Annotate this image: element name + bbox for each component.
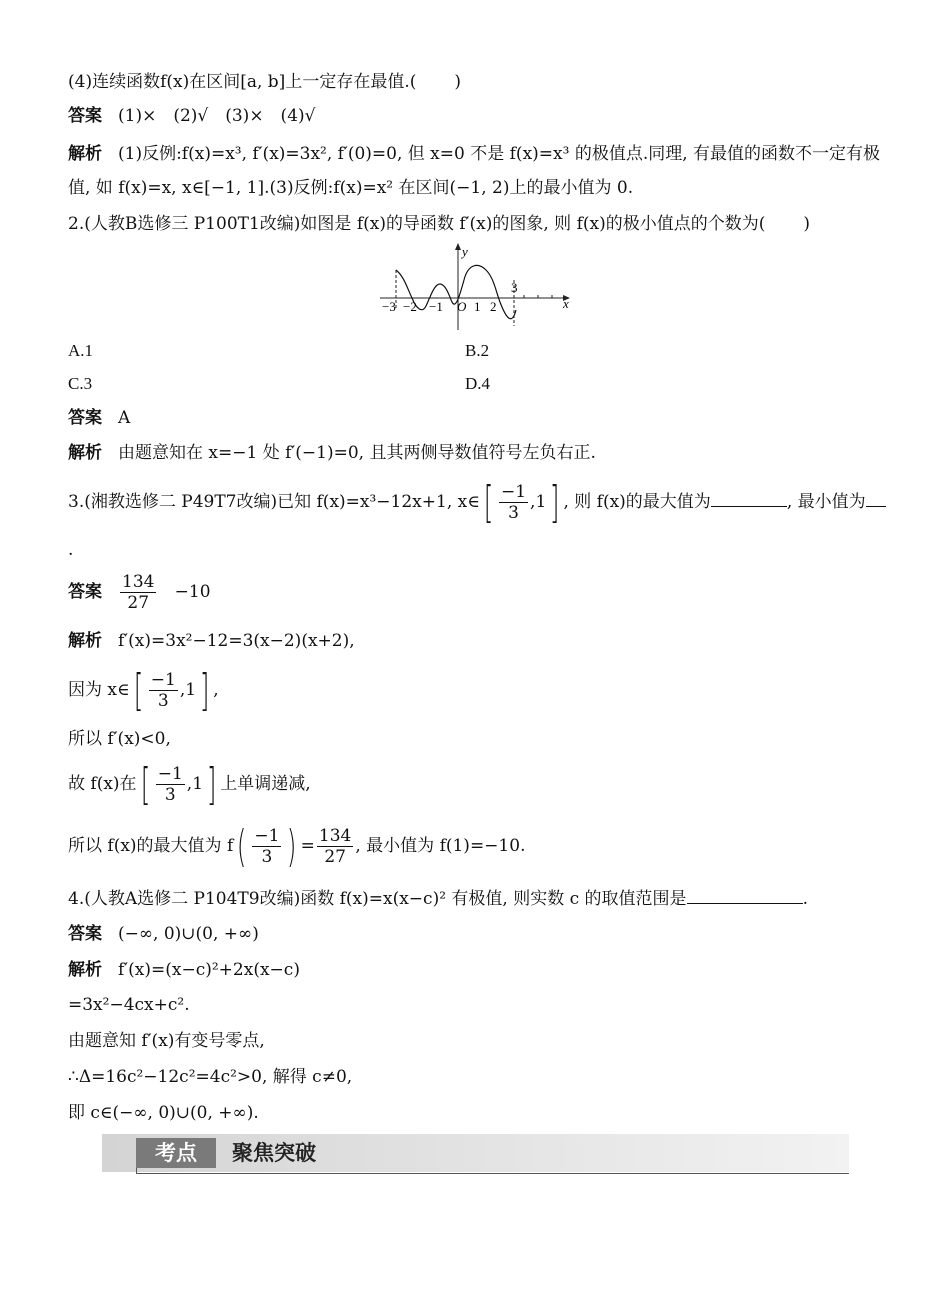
- interval-end: ,1: [186, 774, 204, 794]
- q1-analysis-line1: [68, 143, 880, 165]
- option-b[interactable]: B.2: [465, 341, 490, 360]
- q3-analysis-line3: 所以 f′(x)<0,: [68, 729, 171, 749]
- q3-stem-period: .: [68, 540, 74, 560]
- frac-den: 3: [157, 691, 169, 711]
- q4-period: .: [802, 889, 808, 909]
- option-d[interactable]: D.4: [465, 374, 491, 393]
- answer-label: 答案: [68, 408, 102, 428]
- frac-den: 3: [164, 785, 176, 805]
- left-bracket: [: [133, 664, 143, 716]
- right-bracket: ]: [199, 664, 210, 716]
- analysis-label: 解析: [68, 443, 102, 463]
- q3-line5-a: 所以 f(x)的最大值为 f: [68, 836, 234, 856]
- frac-num: 134: [318, 826, 352, 846]
- frac-den: 3: [261, 847, 273, 867]
- frac-den: 3: [508, 503, 519, 523]
- q3-stem-b: , 则 f(x)的最大值为: [563, 492, 711, 512]
- min-blank[interactable]: [866, 490, 886, 507]
- option-a[interactable]: A.1: [68, 341, 94, 360]
- frac-den: 27: [127, 593, 150, 613]
- frac-num: −1: [254, 826, 280, 846]
- q3-stem-a: 3.(湘教选修二 P49T7改编)已知 f(x)=x³−12x+1, x∈: [68, 492, 480, 512]
- q4-line1: f′(x)=(x−c)²+2x(x−c): [118, 960, 300, 980]
- tick-label: 3: [511, 280, 518, 295]
- q3-line2-a: 因为 x∈: [68, 680, 130, 700]
- answer-label: 答案: [68, 582, 102, 602]
- q3-stem-c: , 最小值为: [786, 492, 866, 512]
- left-bracket: [: [140, 758, 150, 810]
- frac-num: −1: [157, 764, 183, 784]
- equals: =: [300, 836, 315, 856]
- section-banner: [102, 1134, 849, 1174]
- q1-answer: [68, 105, 315, 127]
- q1-analysis-text2: 值, 如 f(x)=x, x∈[−1, 1].(3)反例:f(x)=x² 在区间(−1, 2)上的最小值为 0.: [68, 178, 634, 198]
- answer-label: 答案: [68, 924, 102, 944]
- fraction: [252, 826, 281, 867]
- q3-line1: f′(x)=3x²−12=3(x−2)(x+2),: [118, 631, 355, 651]
- q4-stem-text: 4.(人教A选修二 P104T9改编)函数 f(x)=x(x−c)² 有极值, 则实数 c 的取值范围是: [68, 889, 687, 909]
- frac-num: 134: [122, 572, 155, 592]
- banner-tag: 考点: [136, 1138, 216, 1168]
- q2-answer-text: A: [118, 408, 131, 428]
- q2-analysis: [68, 442, 596, 464]
- q2-analysis-text: 由题意知在 x=−1 处 f′(−1)=0, 且其两侧导数值符号左负右正.: [118, 443, 596, 463]
- q2-stem-paren: ): [803, 214, 811, 234]
- analysis-label: 解析: [68, 631, 102, 651]
- q3-analysis-line2: [68, 666, 219, 714]
- left-bracket: [: [483, 476, 494, 528]
- q3-line4-b: 上单调递减,: [220, 774, 311, 794]
- q3-line5-c: , 最小值为 f(1)=−10.: [355, 836, 526, 856]
- answer-fraction: [120, 572, 156, 613]
- right-bracket: ]: [550, 476, 560, 528]
- left-paren: (: [237, 820, 247, 872]
- q4-answer-text: (−∞, 0)∪(0, +∞): [118, 924, 259, 944]
- tick-label: −1: [429, 299, 443, 314]
- q1-item4: [68, 71, 461, 93]
- interval-end: ,1: [530, 492, 547, 512]
- answer-label: 答案: [68, 106, 102, 126]
- q4-analysis-line5: 即 c∈(−∞, 0)∪(0, +∞).: [68, 1103, 259, 1123]
- q1-analysis-text1: (1)反例:f(x)=x³, f′(x)=3x², f′(0)=0, 但 x=0 不是 f(x)=x³ 的极值点.同理, 有最值的函数不一定有极: [118, 144, 881, 164]
- q1-item4-text: (4)连续函数f(x)在区间[a, b]上一定存在最值.(: [68, 72, 417, 92]
- q4-analysis-line3: 由题意知 f′(x)有变号零点,: [68, 1031, 265, 1051]
- q1-answer-text: (1)× (2)√ (3)× (4)√: [118, 106, 316, 126]
- right-paren: ): [287, 820, 297, 872]
- q2-stem: [68, 213, 810, 235]
- max-fraction: [317, 826, 353, 867]
- frac-num: −1: [150, 670, 176, 690]
- banner-rule-h: [136, 1173, 849, 1174]
- y-label: y: [462, 244, 468, 259]
- q4-analysis-line4: ∴Δ=16c²−12c²=4c²>0, 解得 c≠0,: [68, 1067, 353, 1087]
- derivative-graph: [378, 240, 574, 332]
- option-c[interactable]: C.3: [68, 374, 93, 393]
- q4-stem: [68, 887, 808, 910]
- q1-item4-paren: ): [454, 72, 461, 92]
- tick-label: −3: [382, 299, 396, 314]
- max-blank[interactable]: [711, 490, 787, 507]
- analysis-label: 解析: [68, 960, 102, 980]
- x-label: x: [563, 296, 569, 311]
- q3-line4-a: 故 f(x)在: [68, 774, 137, 794]
- q3-answer-min: −10: [174, 582, 211, 602]
- q1-analysis-line2: [68, 177, 633, 199]
- fraction: [149, 670, 178, 711]
- analysis-label: 解析: [68, 144, 102, 164]
- tick-label: 2: [490, 299, 497, 314]
- comma: ,: [213, 680, 219, 700]
- tick-label: 1: [474, 299, 481, 314]
- q2-stem-text: 2.(人教B选修三 P100T1改编)如图是 f(x)的导函数 f′(x)的图象, 则 f(x)的极小值点的个数为(: [68, 214, 766, 234]
- range-blank[interactable]: [687, 887, 803, 904]
- banner-title: 聚焦突破: [232, 1141, 316, 1165]
- origin-label: O: [457, 299, 467, 314]
- tick-label: −2: [403, 299, 417, 314]
- q4-analysis-line1: [68, 959, 300, 981]
- q3-analysis-line5: [68, 822, 525, 870]
- y-axis-arrow: [455, 243, 461, 250]
- q3-answer: [68, 570, 211, 614]
- frac-num: −1: [500, 482, 527, 502]
- q4-answer: [68, 923, 259, 945]
- right-bracket: ]: [206, 758, 217, 810]
- frac-den: 27: [324, 847, 346, 867]
- q3-analysis-line4: [68, 760, 311, 808]
- q4-analysis-line2: =3x²−4cx+c².: [68, 995, 190, 1015]
- fraction: [156, 764, 185, 805]
- q3-stem: [68, 478, 886, 526]
- interval-end: ,1: [179, 680, 197, 700]
- q3-analysis-line1: [68, 630, 355, 652]
- fraction: [499, 482, 528, 523]
- q2-answer: [68, 407, 130, 429]
